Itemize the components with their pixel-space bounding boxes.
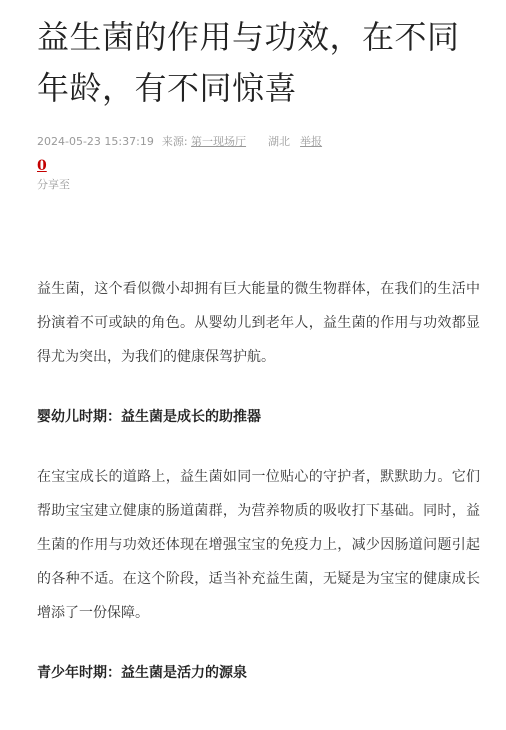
comment-count-link[interactable]: 0 [37,158,47,174]
article-title: 益生菌的作用与功效，在不同年龄，有不同惊喜 [37,18,460,107]
publish-datetime: 2024-05-23 15:37:19 [37,135,154,148]
source-link[interactable]: 第一现场厅 [191,135,247,148]
section-paragraph: 在宝宝成长的道路上，益生菌如同一位贴心的守护者，默默助力。它们帮助宝宝建立健康的肠道菌群，为营养物质的吸收打下基础。同时，益生菌的作用与功效还体现在增强宝宝的免疫力上，减少因肠道问题引起的各种不适。在这个阶段，适当补充益生菌，无疑是为宝宝的健康成长增添了一份保障。 [37,469,480,621]
share-button[interactable]: 分享至 [37,178,70,191]
section-heading: 青少年时期：益生菌是活力的源泉 [37,665,247,681]
source-label: 来源: [161,135,188,148]
section-heading: 婴幼儿时期：益生菌是成长的助推器 [37,409,261,425]
article-meta [37,133,480,151]
report-link[interactable]: 举报 [300,135,323,148]
intro-paragraph: 益生菌，这个看似微小却拥有巨大能量的微生物群体，在我们的生活中扮演着不可或缺的角色。从婴幼儿到老年人，益生菌的作用与功效都显得尤为突出，为我们的健康保驾护航。 [37,281,480,365]
article-body [37,272,480,690]
location-text: 湖北 [268,135,291,148]
